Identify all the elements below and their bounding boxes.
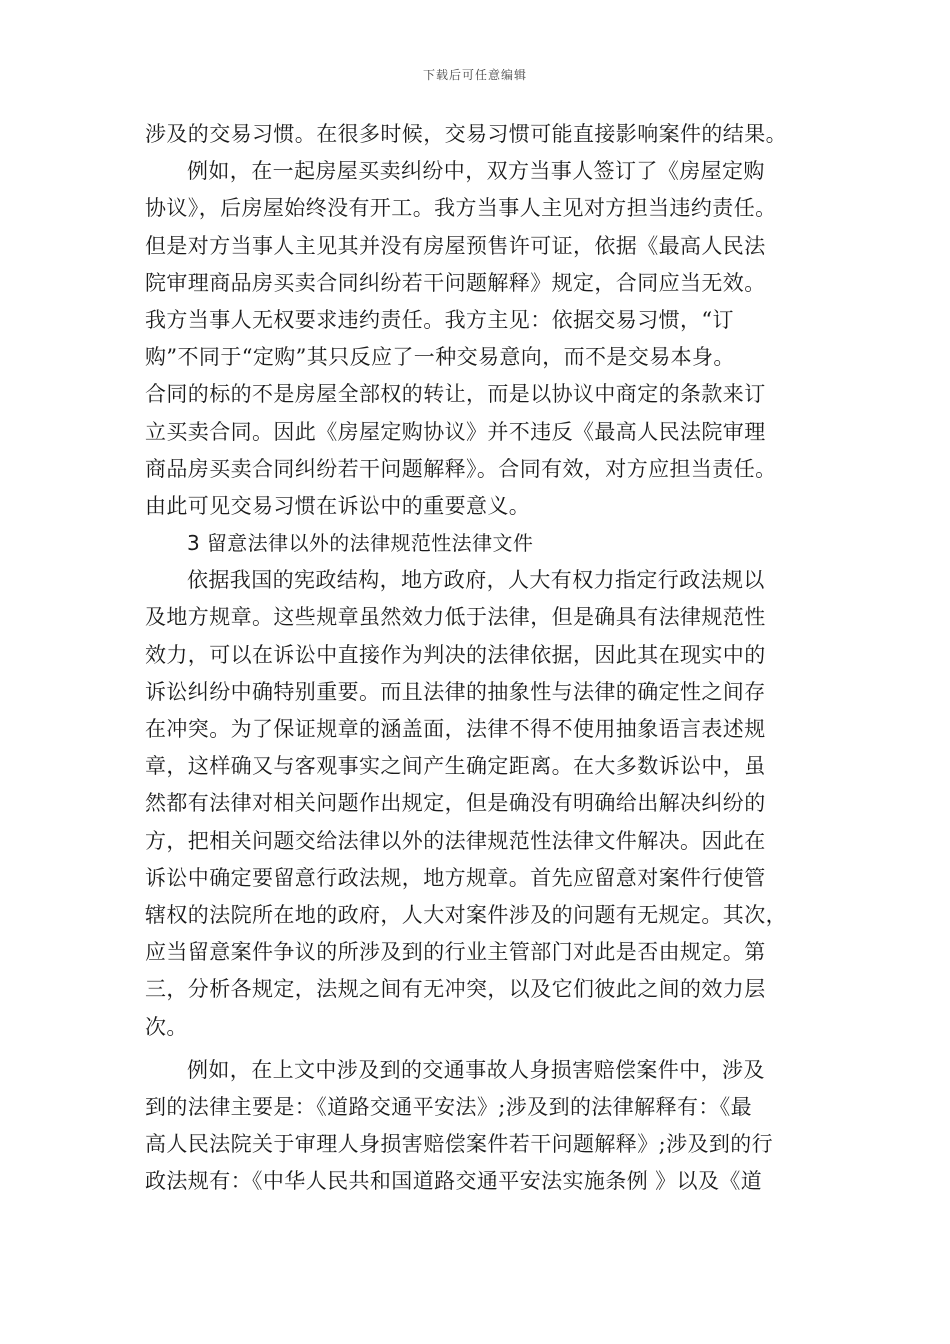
document-body — [145, 116, 821, 1200]
paragraph-line: 商品房买卖合同纠纷若干问题解释》。合同有效，对方应担当责任。 — [145, 456, 777, 481]
paragraph-line: 效力，可以在诉讼中直接作为判决的法律依据，因此其在现实中的 — [145, 642, 766, 667]
paragraph-line: 次。 — [145, 1014, 188, 1039]
paragraph-line: 诉讼纠纷中确特别重要。而且法律的抽象性与法律的确定性之间存 — [145, 679, 766, 704]
paragraph-line: 政法规有：《中华人民共和国道路交通平安法实施条例 》以及《道 — [145, 1169, 763, 1194]
paragraph-line: 院审理商品房买卖合同纠纷若干问题解释》规定，合同应当无效。 — [145, 270, 766, 295]
paragraph-line: 例如，在上文中涉及到的交通事故人身损害赔偿案件中，涉及 — [187, 1057, 765, 1082]
paragraph-line: 我方当事人无权要求违约责任。我方主见：依据交易习惯，“订 — [145, 307, 734, 332]
paragraph-line: 由此可见交易习惯在诉讼中的重要意义。 — [145, 493, 531, 518]
paragraph-line: 依据我国的宪政结构，地方政府，人大有权力指定行政法规以 — [187, 568, 765, 593]
paragraph-line: 及地方规章。这些规章虽然效力低于法律，但是确具有法律规范性 — [145, 605, 766, 630]
paragraph-line: 辖权的法院所在地的政府，人大对案件涉及的问题有无规定。其次， — [145, 902, 787, 927]
paragraph-line: 合同的标的不是房屋全部权的转让，而是以协议中商定的条款来订 — [145, 382, 766, 407]
paragraph-line: 然都有法律对相关问题作出规定，但是确没有明确给出解决纠纷的 — [145, 791, 766, 816]
page-header: 下载后可任意编辑 — [422, 68, 527, 82]
paragraph-line: 涉及的交易习惯。在很多时候，交易习惯可能直接影响案件的结果。 — [145, 122, 787, 146]
paragraph-line: 三，分析各规定，法规之间有无冲突，以及它们彼此之间的效力层 — [145, 977, 766, 1002]
paragraph-line: 协议》，后房屋始终没有开工。我方当事人主见对方担当违约责任。 — [145, 196, 777, 221]
paragraph-line: 高人民法院关于审理人身损害赔偿案件若干问题解释》;涉及到的行 — [145, 1132, 774, 1157]
paragraph-line: 例如，在一起房屋买卖纠纷中，双方当事人签订了《房屋定购 — [187, 159, 765, 184]
section-heading: 3 留意法律以外的法律规范性法律文件 — [187, 531, 534, 556]
paragraph-line: 但是对方当事人主见其并没有房屋预售许可证，依据《最高人民法 — [145, 233, 766, 258]
paragraph-line: 章，这样确又与客观事实之间产生确定距离。在大多数诉讼中，虽 — [145, 754, 766, 779]
paragraph-line: 诉讼中确定要留意行政法规，地方规章。首先应留意对案件行使管 — [145, 865, 766, 890]
paragraph-line: 在冲突。为了保证规章的涵盖面，法律不得不使用抽象语言表述规 — [145, 717, 766, 741]
paragraph-line: 购”不同于“定购”其只反应了一种交易意向，而不是交易本身。 — [145, 345, 735, 370]
paragraph-line: 方，把相关问题交给法律以外的法律规范性法律文件解决。因此在 — [145, 828, 766, 853]
paragraph-line: 应当留意案件争议的所涉及到的行业主管部门对此是否由规定。第 — [145, 940, 766, 965]
paragraph-line: 立买卖合同。因此《房屋定购协议》并不违反《最高人民法院审理 — [145, 419, 766, 444]
paragraph-line: 到的法律主要是：《道路交通平安法》;涉及到的法律解释有：《最 — [145, 1094, 753, 1119]
